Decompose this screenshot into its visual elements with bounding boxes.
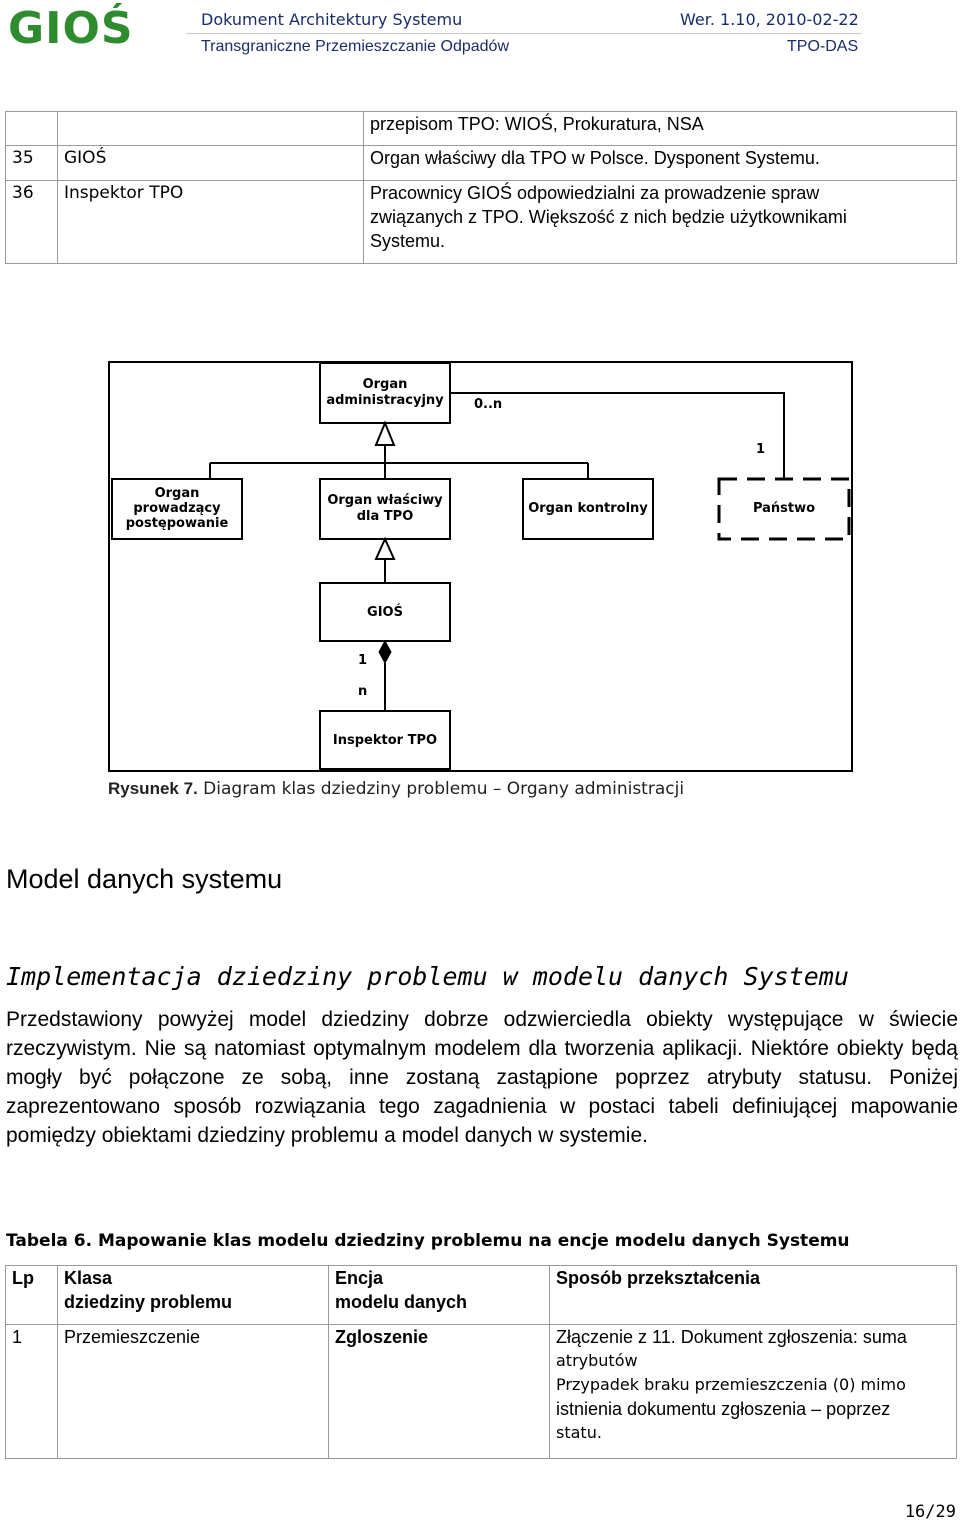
class-organ-wlasciwy — [320, 479, 450, 539]
svg-text:dla TPO: dla TPO — [356, 509, 414, 524]
doc-version: Wer. 1.10, 2010-02-22 — [680, 10, 859, 29]
gios-logo — [6, 3, 168, 49]
cell-sposob: Złączenie z 11. Dokument zgłoszenia: suma atrybutów Przypadek braku przemieszczenia (0) mimo istnienia dokumentu zgłoszenia – poprzez statu. — [550, 1325, 957, 1459]
row-description: Organ właściwy dla TPO w Polsce. Dysponent Systemu. — [364, 146, 957, 181]
logo-text: GIOŚ — [8, 3, 134, 49]
subsection-title: Implementacja dziedziny problemu w modelu danych Systemu — [6, 962, 849, 991]
svg-text:prowadzący: prowadzący — [133, 501, 221, 516]
table-row — [6, 181, 957, 264]
project-name: Transgraniczne Przemieszczanie Odpadów — [201, 38, 509, 55]
class-inspektor-tpo — [320, 711, 450, 769]
row-lp — [6, 112, 58, 146]
svg-text:GIOŚ: GIOŚ — [367, 605, 403, 620]
body-paragraph: Przedstawiony powyżej model dziedziny dobrze odzwierciedla obiekty występujące w świecie rzeczywistym. Nie są natomiast optymalnym modelem dla tworzenia aplikacji. Niektóre obiekty będą mogły być połączone ze sobą, inne zostaną zastąpione poprzez atrybuty statusu. Poniżej zaprezentowano sposób rozwiązania tego zagadnienia w postaci tabeli definiującej mapowanie pomiędzy obiektami dziedziny problemu a model danych w systemie. — [6, 1008, 958, 1147]
row-description: przepisom TPO: WIOŚ, Prokuratura, NSA — [364, 112, 957, 146]
svg-text:Państwo: Państwo — [752, 501, 816, 516]
multiplicity-1: 1 — [358, 653, 368, 668]
class-diagram — [108, 361, 854, 773]
row-term: Inspektor TPO — [58, 181, 364, 264]
header-klasa: Klasa dziedziny problemu — [58, 1266, 329, 1325]
class-organ-administracyjny — [320, 363, 450, 423]
table-caption: Tabela 6. Mapowanie klas modelu dziedziny problemu na encje modelu danych Systemu — [6, 1231, 850, 1251]
svg-text:Organ: Organ — [154, 486, 200, 501]
figure-caption — [108, 779, 684, 799]
doc-code: TPO-DAS — [787, 38, 859, 55]
svg-text:Organ: Organ — [362, 377, 408, 392]
class-organ-kontrolny — [523, 479, 653, 539]
svg-text:postępowanie: postępowanie — [125, 516, 229, 531]
class-organ-prowadzacy — [112, 479, 242, 539]
multiplicity-n: n — [358, 684, 368, 699]
cell-klasa: Przemieszczenie — [58, 1325, 329, 1459]
table-row — [6, 1325, 957, 1459]
table-row — [6, 112, 957, 146]
table-row — [6, 146, 957, 181]
multiplicity-0n: 0..n — [474, 397, 503, 412]
table-header-row — [6, 1266, 957, 1325]
diagram-frame — [109, 362, 852, 771]
svg-text:Organ właściwy: Organ właściwy — [327, 493, 443, 508]
row-term: GIOŚ — [58, 146, 364, 181]
header-sposob: Sposób przekształcenia — [550, 1266, 957, 1325]
header-lp: Lp — [6, 1266, 58, 1325]
cell-encja: Zgloszenie — [329, 1325, 550, 1459]
cell-lp: 1 — [6, 1325, 58, 1459]
row-description: Pracownicy GIOŚ odpowiedzialni za prowadzenie spraw związanych z TPO. Większość z nich będzie użytkownikami Systemu. — [364, 181, 957, 264]
section-title: Model danych systemu — [6, 864, 283, 894]
header-divider — [186, 33, 862, 34]
mapping-table — [5, 1265, 957, 1459]
row-term — [58, 112, 364, 146]
class-gios — [320, 583, 450, 641]
page-number: 16/29 — [904, 1502, 956, 1522]
doc-title: Dokument Architektury Systemu — [201, 10, 463, 29]
multiplicity-1-top: 1 — [756, 442, 766, 457]
row-lp: 36 — [6, 181, 58, 264]
header-encja: Encja modelu danych — [329, 1266, 550, 1325]
class-panstwo — [719, 479, 849, 539]
svg-text:Inspektor TPO: Inspektor TPO — [332, 733, 438, 748]
figure-label: Rysunek 7. — [108, 779, 198, 798]
figure-text: Diagram klas dziedziny problemu – Organy administracji — [203, 779, 685, 799]
glossary-table — [5, 111, 957, 264]
svg-text:administracyjny: administracyjny — [326, 393, 444, 408]
svg-text:Organ kontrolny: Organ kontrolny — [528, 501, 648, 516]
row-lp: 35 — [6, 146, 58, 181]
